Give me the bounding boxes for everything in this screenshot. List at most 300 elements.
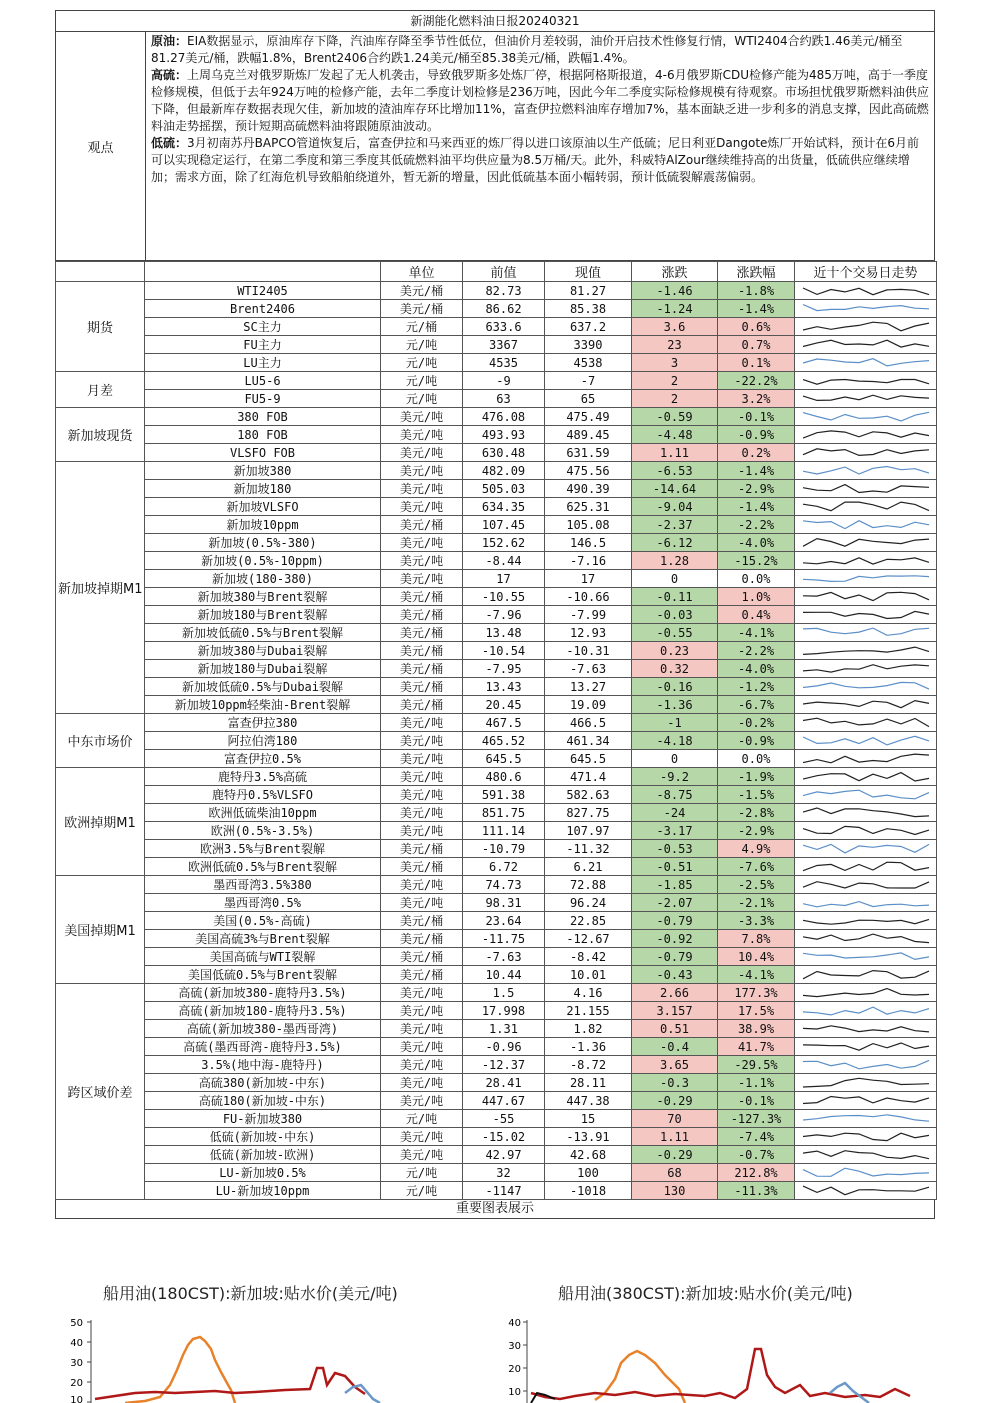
chart-380-ytick: 10 <box>508 1387 521 1398</box>
table-row <box>56 1074 937 1092</box>
sparkline-path <box>803 558 929 564</box>
row-change: -3.17 <box>632 822 718 840</box>
row-prev: 4535 <box>463 354 545 372</box>
header-unit: 单位 <box>381 262 463 282</box>
row-unit: 美元/桶 <box>381 516 463 534</box>
view-lsfo-head: 低硫： <box>151 136 188 150</box>
row-change: -2.37 <box>632 516 718 534</box>
row-curr: 466.5 <box>545 714 632 732</box>
table-row <box>56 390 937 408</box>
row-curr: 10.01 <box>545 966 632 984</box>
row-curr: -1018 <box>545 1182 632 1200</box>
row-trend-sparkline <box>795 1128 937 1146</box>
row-trend-sparkline <box>795 966 937 984</box>
header-prev: 前值 <box>463 262 545 282</box>
row-pct: -4.1% <box>718 966 795 984</box>
sparkline-icon <box>797 372 933 389</box>
group-label: 中东市场价 <box>56 714 145 768</box>
row-change: 0.32 <box>632 660 718 678</box>
row-name: 新加坡180与Dubai裂解 <box>145 660 381 678</box>
row-trend-sparkline <box>795 570 937 588</box>
table-row <box>56 408 937 426</box>
row-trend-sparkline <box>795 1164 937 1182</box>
row-prev: -7.96 <box>463 606 545 624</box>
sparkline-icon <box>797 876 933 893</box>
row-name: 低硫(新加坡-欧洲) <box>145 1146 381 1164</box>
row-name: LU主力 <box>145 354 381 372</box>
row-curr: 105.08 <box>545 516 632 534</box>
row-name: 美国高硫与WTI裂解 <box>145 948 381 966</box>
table-row <box>56 1038 937 1056</box>
row-prev: -1147 <box>463 1182 545 1200</box>
table-row <box>56 588 937 606</box>
sparkline-icon <box>797 696 933 713</box>
row-change: -1.46 <box>632 282 718 300</box>
sparkline-path <box>803 1043 929 1050</box>
row-trend-sparkline <box>795 606 937 624</box>
sparkline-path <box>803 1133 929 1140</box>
row-curr: 15 <box>545 1110 632 1128</box>
row-trend-sparkline <box>795 948 937 966</box>
chart-380-title: 船用油(380CST):新加坡:贴水价(美元/吨) <box>558 1284 853 1303</box>
chart-180-series-red <box>95 1368 365 1399</box>
row-unit: 美元/吨 <box>381 462 463 480</box>
sparkline-path <box>803 1026 929 1032</box>
row-prev: 467.5 <box>463 714 545 732</box>
row-pct: 0.0% <box>718 750 795 768</box>
sparkline-path <box>803 467 929 475</box>
row-unit: 美元/吨 <box>381 1038 463 1056</box>
row-curr: 490.39 <box>545 480 632 498</box>
sparkline-icon <box>797 300 933 317</box>
sparkline-path <box>803 395 929 400</box>
row-prev: -10.55 <box>463 588 545 606</box>
row-name: 高硫180(新加坡-中东) <box>145 1092 381 1110</box>
row-name: 美国高硫3%与Brent裂解 <box>145 930 381 948</box>
row-name: 富查伊拉380 <box>145 714 381 732</box>
row-prev: -10.54 <box>463 642 545 660</box>
report-title: 新湖能化燃料油日报20240321 <box>55 10 935 32</box>
header-trend: 近十个交易日走势 <box>795 262 937 282</box>
row-name: 新加坡(0.5%-380) <box>145 534 381 552</box>
row-curr: -8.72 <box>545 1056 632 1074</box>
row-pct: -7.6% <box>718 858 795 876</box>
sparkline-path <box>803 412 929 421</box>
row-unit: 美元/吨 <box>381 876 463 894</box>
row-pct: -2.9% <box>718 480 795 498</box>
row-name: SC主力 <box>145 318 381 336</box>
row-name: 鹿特丹3.5%高硫 <box>145 768 381 786</box>
row-change: -24 <box>632 804 718 822</box>
row-unit: 美元/吨 <box>381 408 463 426</box>
row-pct: -0.1% <box>718 1092 795 1110</box>
row-prev: -9 <box>463 372 545 390</box>
row-trend-sparkline <box>795 876 937 894</box>
row-prev: 447.67 <box>463 1092 545 1110</box>
table-row <box>56 498 937 516</box>
table-row <box>56 642 937 660</box>
row-name: 新加坡380与Brent裂解 <box>145 588 381 606</box>
row-unit: 美元/吨 <box>381 426 463 444</box>
row-trend-sparkline <box>795 1056 937 1074</box>
row-unit: 美元/吨 <box>381 570 463 588</box>
sparkline-icon <box>797 642 933 659</box>
table-row <box>56 462 937 480</box>
chart-380-ytick: 40 <box>508 1318 521 1329</box>
row-prev: 13.48 <box>463 624 545 642</box>
row-curr: 85.38 <box>545 300 632 318</box>
row-unit: 美元/吨 <box>381 444 463 462</box>
row-unit: 美元/吨 <box>381 1056 463 1074</box>
table-row <box>56 1056 937 1074</box>
row-change: -1.24 <box>632 300 718 318</box>
table-row <box>56 966 937 984</box>
row-curr: -8.42 <box>545 948 632 966</box>
header-chg: 涨跌 <box>632 262 718 282</box>
row-name: 380 FOB <box>145 408 381 426</box>
row-name: 180 FOB <box>145 426 381 444</box>
row-prev: -15.02 <box>463 1128 545 1146</box>
row-change: 3.157 <box>632 1002 718 1020</box>
row-pct: -1.9% <box>718 768 795 786</box>
row-prev: 63 <box>463 390 545 408</box>
row-name: 高硫(墨西哥湾-鹿特丹3.5%) <box>145 1038 381 1056</box>
row-pct: 10.4% <box>718 948 795 966</box>
table-row <box>56 426 937 444</box>
row-curr: 13.27 <box>545 678 632 696</box>
row-curr: 3390 <box>545 336 632 354</box>
header-name-blank <box>145 262 381 282</box>
table-row <box>56 822 937 840</box>
sparkline-path <box>803 773 929 781</box>
row-unit: 美元/桶 <box>381 588 463 606</box>
row-pct: 7.8% <box>718 930 795 948</box>
row-change: 0.23 <box>632 642 718 660</box>
row-unit: 元/吨 <box>381 390 463 408</box>
sparkline-icon <box>797 516 933 533</box>
sparkline-path <box>803 665 929 672</box>
row-change: -0.4 <box>632 1038 718 1056</box>
sparkline-path <box>803 359 929 366</box>
row-prev: 3367 <box>463 336 545 354</box>
row-trend-sparkline <box>795 1020 937 1038</box>
row-curr: 1.82 <box>545 1020 632 1038</box>
row-unit: 元/吨 <box>381 336 463 354</box>
row-pct: 0.0% <box>718 570 795 588</box>
row-change: 3 <box>632 354 718 372</box>
row-curr: 22.85 <box>545 912 632 930</box>
view-crude-head: 原油： <box>151 34 188 48</box>
row-curr: -10.66 <box>545 588 632 606</box>
sparkline-path <box>803 989 929 997</box>
row-pct: -0.9% <box>718 426 795 444</box>
row-pct: 177.3% <box>718 984 795 1002</box>
row-change: 0.51 <box>632 1020 718 1038</box>
sparkline-icon <box>797 1002 933 1019</box>
sparkline-path <box>803 718 929 726</box>
row-pct: -2.2% <box>718 642 795 660</box>
row-name: 新加坡180 <box>145 480 381 498</box>
row-trend-sparkline <box>795 318 937 336</box>
row-name: 墨西哥湾0.5% <box>145 894 381 912</box>
view-lsfo-text: 3月初南苏丹BAPCO管道恢复后，富查伊拉和马来西亚的炼厂得以进口该原油以生产低硫；尼日利亚Dangote炼厂开始试料，预计在6月前可以实现稳定运行，在第二季度和第三季度其低硫燃料油平均供应量为8.5万桶/天。此外，科威特AlZour继续维持高的出货量，低硫供应继续增加；需求方面，除了红海危机导致船舶绕道外，暂无新的增量，因此低硫基本面小幅转弱，预计低硫裂解震荡偏弱。 <box>151 136 920 184</box>
row-prev: 1.5 <box>463 984 545 1002</box>
sparkline-icon <box>797 1146 933 1163</box>
sparkline-path <box>803 288 929 295</box>
sparkline-icon <box>797 552 933 569</box>
row-name: 3.5%(地中海-鹿特丹) <box>145 1056 381 1074</box>
sparkline-path <box>803 1115 929 1121</box>
sparkline-icon <box>797 714 933 731</box>
row-prev: 6.72 <box>463 858 545 876</box>
row-pct: -4.0% <box>718 534 795 552</box>
row-unit: 美元/桶 <box>381 624 463 642</box>
row-change: -4.48 <box>632 426 718 444</box>
row-prev: -0.96 <box>463 1038 545 1056</box>
sparkline-path <box>803 502 929 511</box>
row-change: -0.03 <box>632 606 718 624</box>
sparkline-icon <box>797 570 933 587</box>
sparkline-path <box>803 971 929 979</box>
row-trend-sparkline <box>795 1002 937 1020</box>
row-pct: -0.2% <box>718 714 795 732</box>
row-change: -9.2 <box>632 768 718 786</box>
row-pct: -2.2% <box>718 516 795 534</box>
sparkline-icon <box>797 894 933 911</box>
chart-180-ytick: 40 <box>70 1338 83 1349</box>
row-unit: 美元/吨 <box>381 750 463 768</box>
row-name: VLSFO FOB <box>145 444 381 462</box>
row-curr: -7.16 <box>545 552 632 570</box>
sparkline-icon <box>797 1056 933 1073</box>
row-pct: 0.1% <box>718 354 795 372</box>
row-name: 新加坡VLSFO <box>145 498 381 516</box>
row-name: LU5-6 <box>145 372 381 390</box>
row-change: -0.55 <box>632 624 718 642</box>
row-name: 高硫380(新加坡-中东) <box>145 1074 381 1092</box>
row-unit: 美元/桶 <box>381 912 463 930</box>
view-crude-text: EIA数据显示，原油库存下降，汽油库存降至季节性低位，但油价月差较弱，油价开启技术性修复行情，WTI2404合约跌1.46美元/桶至81.27美元/桶，跌幅1.8%，Brent2406合约跌1.24美元/桶至85.38美元/桶，跌幅1.4%。 <box>151 34 903 65</box>
row-name: 低硫(新加坡-中东) <box>145 1128 381 1146</box>
row-curr: -1.36 <box>545 1038 632 1056</box>
chart-preview-svg <box>55 1275 935 1403</box>
table-row <box>56 1182 937 1200</box>
table-row <box>56 318 937 336</box>
row-curr: 827.75 <box>545 804 632 822</box>
row-prev: -7.95 <box>463 660 545 678</box>
row-name: 新加坡180与Brent裂解 <box>145 606 381 624</box>
row-unit: 美元/吨 <box>381 1020 463 1038</box>
row-pct: 38.9% <box>718 1020 795 1038</box>
row-curr: 72.88 <box>545 876 632 894</box>
row-trend-sparkline <box>795 624 937 642</box>
row-change: -14.64 <box>632 480 718 498</box>
row-name: 新加坡(0.5%-10ppm) <box>145 552 381 570</box>
row-prev: -8.44 <box>463 552 545 570</box>
row-change: -0.79 <box>632 948 718 966</box>
row-prev: -10.79 <box>463 840 545 858</box>
row-pct: -11.3% <box>718 1182 795 1200</box>
sparkline-icon <box>797 426 933 443</box>
table-row <box>56 876 937 894</box>
sparkline-icon <box>797 948 933 965</box>
table-row <box>56 714 937 732</box>
sparkline-icon <box>797 858 933 875</box>
sparkline-path <box>803 1078 929 1087</box>
row-trend-sparkline <box>795 516 937 534</box>
row-trend-sparkline <box>795 678 937 696</box>
table-row <box>56 354 937 372</box>
row-curr: 645.5 <box>545 750 632 768</box>
table-row <box>56 606 937 624</box>
group-label: 欧洲掉期M1 <box>56 768 145 876</box>
row-trend-sparkline <box>795 1110 937 1128</box>
table-row <box>56 1002 937 1020</box>
sparkline-path <box>803 539 929 547</box>
row-trend-sparkline <box>795 660 937 678</box>
row-pct: -3.3% <box>718 912 795 930</box>
row-prev: 74.73 <box>463 876 545 894</box>
row-trend-sparkline <box>795 588 937 606</box>
row-unit: 美元/桶 <box>381 606 463 624</box>
row-curr: 471.4 <box>545 768 632 786</box>
row-curr: 582.63 <box>545 786 632 804</box>
sparkline-path <box>803 1151 929 1159</box>
row-unit: 美元/桶 <box>381 642 463 660</box>
row-name: 高硫(新加坡380-鹿特丹3.5%) <box>145 984 381 1002</box>
row-curr: 637.2 <box>545 318 632 336</box>
row-change: -6.53 <box>632 462 718 480</box>
row-unit: 美元/吨 <box>381 498 463 516</box>
row-name: 美国(0.5%-高硫) <box>145 912 381 930</box>
row-prev: 1.31 <box>463 1020 545 1038</box>
row-prev: 480.6 <box>463 768 545 786</box>
header-blank <box>56 262 145 282</box>
row-prev: 23.64 <box>463 912 545 930</box>
charts-area <box>55 1275 935 1403</box>
row-pct: -29.5% <box>718 1056 795 1074</box>
row-trend-sparkline <box>795 354 937 372</box>
row-trend-sparkline <box>795 1146 937 1164</box>
row-pct: -1.2% <box>718 678 795 696</box>
table-row <box>56 552 937 570</box>
row-curr: -12.67 <box>545 930 632 948</box>
row-pct: 0.4% <box>718 606 795 624</box>
row-pct: -1.1% <box>718 1074 795 1092</box>
row-pct: 0.7% <box>718 336 795 354</box>
table-row <box>56 804 937 822</box>
sparkline-path <box>803 844 929 853</box>
table-row <box>56 1128 937 1146</box>
chart-180-series-blue <box>345 1385 380 1403</box>
row-trend-sparkline <box>795 282 937 300</box>
sparkline-icon <box>797 750 933 767</box>
group-label: 跨区域价差 <box>56 984 145 1200</box>
row-change: 68 <box>632 1164 718 1182</box>
table-row <box>56 282 937 300</box>
row-trend-sparkline <box>795 408 937 426</box>
row-trend-sparkline <box>795 480 937 498</box>
row-unit: 美元/吨 <box>381 1002 463 1020</box>
row-pct: -7.4% <box>718 1128 795 1146</box>
row-curr: 625.31 <box>545 498 632 516</box>
sparkline-path <box>803 826 929 834</box>
row-name: Brent2406 <box>145 300 381 318</box>
view-text <box>146 32 934 260</box>
row-trend-sparkline <box>795 426 937 444</box>
row-unit: 美元/桶 <box>381 966 463 984</box>
row-curr: -11.32 <box>545 840 632 858</box>
view-hsfo-head: 高硫： <box>151 68 188 82</box>
sparkline-path <box>803 305 929 311</box>
table-row <box>56 948 937 966</box>
row-pct: -2.8% <box>718 804 795 822</box>
row-curr: -13.91 <box>545 1128 632 1146</box>
row-prev: -7.63 <box>463 948 545 966</box>
row-change: -4.18 <box>632 732 718 750</box>
row-curr: 107.97 <box>545 822 632 840</box>
row-trend-sparkline <box>795 462 937 480</box>
row-prev: 17.998 <box>463 1002 545 1020</box>
sparkline-icon <box>797 912 933 929</box>
row-prev: 111.14 <box>463 822 545 840</box>
row-change: 0 <box>632 570 718 588</box>
sparkline-path <box>803 682 929 689</box>
row-change: 3.65 <box>632 1056 718 1074</box>
view-hsfo <box>151 67 929 135</box>
table-row <box>56 534 937 552</box>
chart-180-title: 船用油(180CST):新加坡:贴水价(美元/吨) <box>103 1284 398 1303</box>
table-row <box>56 768 937 786</box>
row-unit: 美元/吨 <box>381 786 463 804</box>
sparkline-path <box>803 736 929 745</box>
row-change: -0.3 <box>632 1074 718 1092</box>
group-label: 期货 <box>56 282 145 372</box>
table-row <box>56 696 937 714</box>
row-pct: -1.4% <box>718 300 795 318</box>
row-unit: 元/吨 <box>381 1110 463 1128</box>
row-curr: 12.93 <box>545 624 632 642</box>
sparkline-icon <box>797 1020 933 1037</box>
sparkline-icon <box>797 498 933 515</box>
chart-380-ytick: 20 <box>508 1364 521 1375</box>
row-trend-sparkline <box>795 1038 937 1056</box>
sparkline-icon <box>797 1092 933 1109</box>
sparkline-icon <box>797 1164 933 1181</box>
row-trend-sparkline <box>795 336 937 354</box>
table-row <box>56 372 937 390</box>
row-unit: 美元/桶 <box>381 678 463 696</box>
sparkline-path <box>803 521 929 529</box>
row-change: 2 <box>632 390 718 408</box>
row-name: 高硫(新加坡380-墨西哥湾) <box>145 1020 381 1038</box>
row-pct: -127.3% <box>718 1110 795 1128</box>
row-change: 1.11 <box>632 444 718 462</box>
sparkline-path <box>803 1168 929 1176</box>
view-label: 观点 <box>56 32 146 260</box>
row-trend-sparkline <box>795 930 937 948</box>
sparkline-icon <box>797 966 933 983</box>
sparkline-path <box>803 485 929 493</box>
table-row <box>56 1164 937 1182</box>
sparkline-path <box>803 790 929 799</box>
row-trend-sparkline <box>795 732 937 750</box>
row-pct: 3.2% <box>718 390 795 408</box>
header-pct: 涨跌幅 <box>718 262 795 282</box>
row-pct: -15.2% <box>718 552 795 570</box>
row-curr: 631.59 <box>545 444 632 462</box>
group-label: 新加坡现货 <box>56 408 145 462</box>
